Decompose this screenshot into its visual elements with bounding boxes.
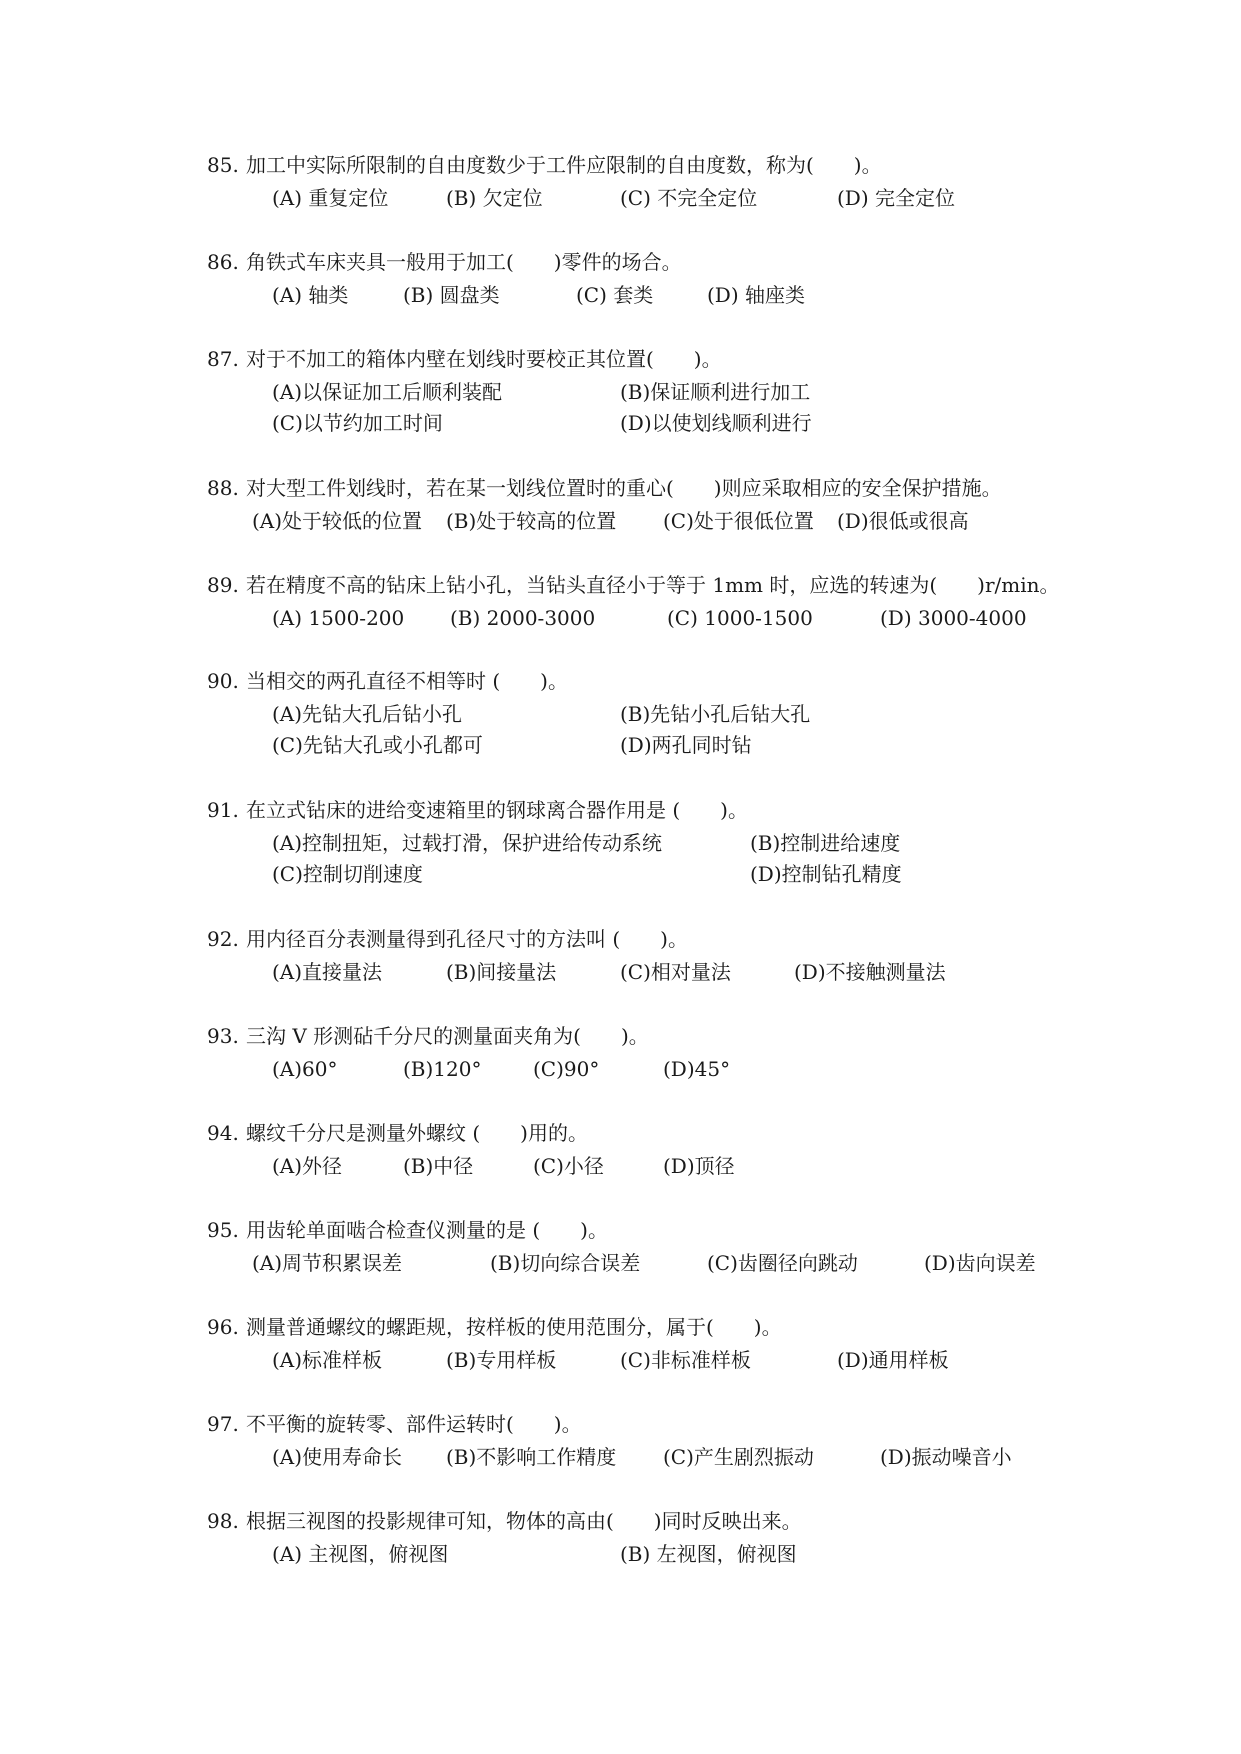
- question-text: 对于不加工的箱体内壁在划线时要校正其位置( )。: [246, 347, 722, 371]
- option-b: (B)切向综合误差: [490, 1251, 641, 1275]
- question-number: 89.: [207, 573, 239, 597]
- question-number: 97.: [207, 1412, 239, 1436]
- question-text: 角铁式车床夹具一般用于加工( )零件的场合。: [246, 250, 682, 274]
- question-text: 根据三视图的投影规律可知，物体的高由( )同时反映出来。: [246, 1509, 802, 1533]
- option-d: (D)以使划线顺利进行: [620, 411, 812, 435]
- question-number: 93.: [207, 1024, 239, 1048]
- option-b: (B)先钻小孔后钻大孔: [620, 702, 811, 726]
- option-b: (B)控制进给速度: [750, 831, 901, 855]
- option-b: (B) 圆盘类: [403, 283, 500, 307]
- question-text: 测量普通螺纹的螺距规，按样板的使用范围分，属于( )。: [246, 1315, 782, 1339]
- question-stem: [207, 926, 688, 952]
- option-a: (A)使用寿命长: [272, 1445, 403, 1469]
- option-d: (D)通用样板: [837, 1348, 949, 1372]
- option-d: (D)控制钻孔精度: [750, 862, 902, 886]
- option-c: (C) 套类: [576, 283, 654, 307]
- option-c: (C)产生剧烈振动: [663, 1445, 814, 1469]
- option-a: (A) 1500-200: [272, 606, 405, 630]
- question-stem: [207, 1411, 582, 1437]
- question-stem: [207, 1314, 782, 1340]
- question-number: 94.: [207, 1121, 239, 1145]
- option-b: (B)中径: [403, 1154, 474, 1178]
- option-b: (B)专用样板: [446, 1348, 557, 1372]
- option-c: (C) 不完全定位: [620, 186, 758, 210]
- option-a: (A)处于较低的位置: [252, 509, 423, 533]
- question-stem: [207, 668, 568, 694]
- option-a: (A)标准样板: [272, 1348, 383, 1372]
- option-c: (C)90°: [533, 1057, 600, 1081]
- option-b: (B)120°: [403, 1057, 482, 1081]
- question-number: 98.: [207, 1509, 239, 1533]
- question-stem: [207, 572, 1060, 598]
- question-text: 若在精度不高的钻床上钻小孔，当钻头直径小于等于 1mm 时，应选的转速为( )r/min。: [246, 573, 1060, 597]
- question-stem: [207, 1120, 588, 1146]
- question-stem: [207, 1023, 649, 1049]
- question-text: 当相交的两孔直径不相等时 ( )。: [246, 669, 568, 693]
- option-d: (D)两孔同时钻: [620, 733, 752, 757]
- option-d: (D)顶径: [663, 1154, 735, 1178]
- option-a: (A)直接量法: [272, 960, 383, 984]
- option-d: (D) 轴座类: [707, 283, 805, 307]
- question-text: 加工中实际所限制的自由度数少于工件应限制的自由度数，称为( )。: [246, 153, 882, 177]
- option-b: (B) 2000-3000: [450, 606, 596, 630]
- question-stem: [207, 797, 748, 823]
- option-a: (A)先钻大孔后钻小孔: [272, 702, 463, 726]
- question-stem: [207, 1508, 802, 1534]
- option-c: (C)小径: [533, 1154, 604, 1178]
- option-a: (A)以保证加工后顺利装配: [272, 380, 503, 404]
- question-stem: [207, 152, 882, 178]
- option-c: (C)先钻大孔或小孔都可: [272, 733, 483, 757]
- question-text: 用齿轮单面啮合检查仪测量的是 ( )。: [246, 1218, 608, 1242]
- question-number: 91.: [207, 798, 239, 822]
- option-a: (A) 重复定位: [272, 186, 389, 210]
- option-b: (B) 欠定位: [446, 186, 543, 210]
- option-a: (A)60°: [272, 1057, 338, 1081]
- option-a: (A)周节积累误差: [252, 1251, 403, 1275]
- option-c: (C)以节约加工时间: [272, 411, 443, 435]
- option-b: (B) 左视图，俯视图: [620, 1542, 797, 1566]
- option-d: (D) 完全定位: [837, 186, 955, 210]
- question-stem: [207, 346, 722, 372]
- option-d: (D)很低或很高: [837, 509, 969, 533]
- option-c: (C)处于很低位置: [663, 509, 814, 533]
- question-number: 85.: [207, 153, 239, 177]
- option-d: (D)45°: [663, 1057, 731, 1081]
- option-c: (C)相对量法: [620, 960, 731, 984]
- option-c: (C) 1000-1500: [667, 606, 813, 630]
- option-a: (A)外径: [272, 1154, 343, 1178]
- question-number: 96.: [207, 1315, 239, 1339]
- option-b: (B)间接量法: [446, 960, 557, 984]
- question-text: 不平衡的旋转零、部件运转时( )。: [246, 1412, 582, 1436]
- option-c: (C)非标准样板: [620, 1348, 751, 1372]
- question-text: 螺纹千分尺是测量外螺纹 ( )用的。: [246, 1121, 588, 1145]
- question-number: 86.: [207, 250, 239, 274]
- option-b: (B)保证顺利进行加工: [620, 380, 811, 404]
- option-d: (D)不接触测量法: [794, 960, 946, 984]
- option-c: (C)齿圈径向跳动: [707, 1251, 858, 1275]
- option-a: (A) 主视图，俯视图: [272, 1542, 449, 1566]
- question-number: 90.: [207, 669, 239, 693]
- option-d: (D)振动噪音小: [880, 1445, 1012, 1469]
- option-c: (C)控制切削速度: [272, 862, 423, 886]
- option-a: (A)控制扭矩，过载打滑，保护进给传动系统: [272, 831, 663, 855]
- question-number: 88.: [207, 476, 239, 500]
- question-text: 三沟 V 形测砧千分尺的测量面夹角为( )。: [246, 1024, 649, 1048]
- option-d: (D) 3000-4000: [880, 606, 1027, 630]
- option-b: (B)不影响工作精度: [446, 1445, 617, 1469]
- question-text: 对大型工件划线时，若在某一划线位置时的重心( )则应采取相应的安全保护措施。: [246, 476, 1002, 500]
- question-stem: [207, 475, 1002, 501]
- option-a: (A) 轴类: [272, 283, 349, 307]
- question-stem: [207, 1217, 608, 1243]
- question-number: 87.: [207, 347, 239, 371]
- option-d: (D)齿向误差: [924, 1251, 1036, 1275]
- question-number: 92.: [207, 927, 239, 951]
- question-text: 在立式钻床的进给变速箱里的钢球离合器作用是 ( )。: [246, 798, 748, 822]
- option-b: (B)处于较高的位置: [446, 509, 617, 533]
- question-number: 95.: [207, 1218, 239, 1242]
- question-text: 用内径百分表测量得到孔径尺寸的方法叫 ( )。: [246, 927, 688, 951]
- question-stem: [207, 249, 682, 275]
